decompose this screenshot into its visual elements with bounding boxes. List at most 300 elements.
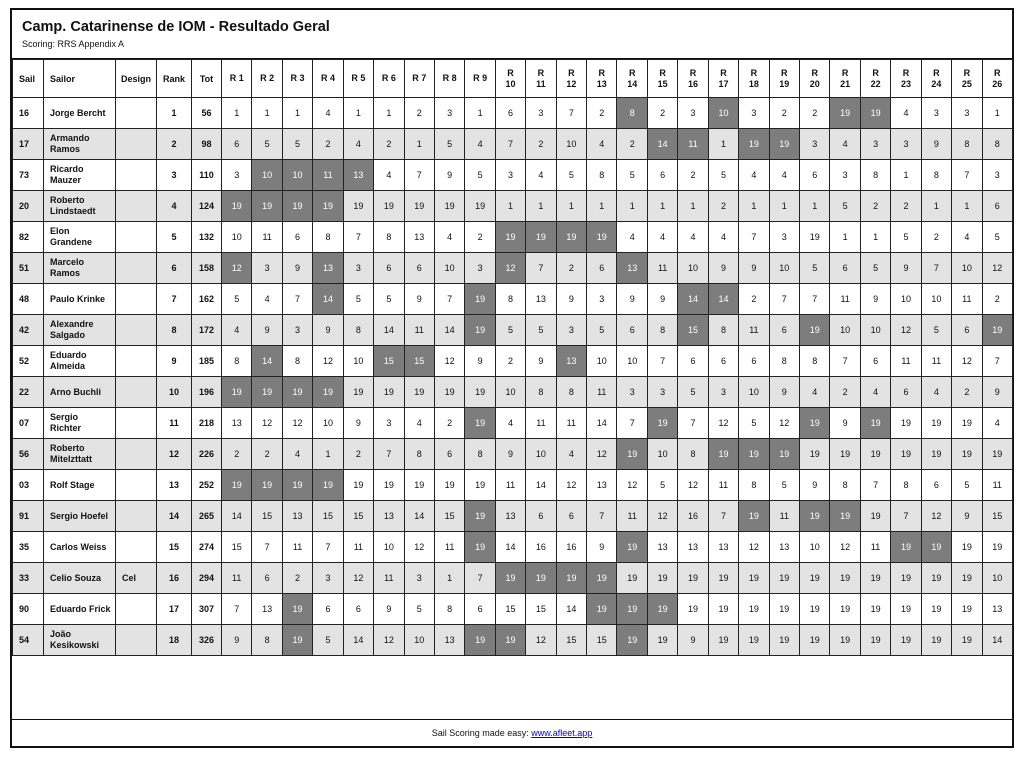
- race-score-cell: 1: [769, 191, 799, 222]
- race-score-cell: 19: [982, 532, 1012, 563]
- race-score-cell: 19: [343, 191, 373, 222]
- race-score-cell: 13: [647, 532, 677, 563]
- race-score-cell: 2: [982, 284, 1012, 315]
- race-score-cell: 15: [434, 501, 464, 532]
- race-score-cell: 9: [434, 160, 464, 191]
- col-header-race: [343, 60, 373, 98]
- race-score-cell: 12: [952, 346, 982, 377]
- race-score-cell: 4: [404, 408, 434, 439]
- footer-text: Sail Scoring made easy:: [431, 728, 532, 738]
- race-header-label: 26: [992, 78, 1003, 89]
- race-score-cell: 3: [374, 408, 404, 439]
- race-header-label: R 4: [320, 73, 335, 83]
- race-score-cell: 13: [587, 470, 617, 501]
- race-score-cell: 1: [952, 191, 982, 222]
- race-score-cell-discarded: 19: [860, 408, 890, 439]
- sail-number-cell: 42: [13, 315, 44, 346]
- rank-cell: 12: [157, 439, 192, 470]
- race-score-cell: 3: [891, 129, 921, 160]
- race-score-cell: 9: [282, 253, 312, 284]
- race-score-cell: 11: [830, 284, 860, 315]
- race-score-cell: 10: [952, 253, 982, 284]
- page-title: Camp. Catarinense de IOM - Resultado Geral: [22, 19, 330, 35]
- race-score-cell: 11: [526, 408, 556, 439]
- race-score-cell: 19: [465, 377, 495, 408]
- race-score-cell: 4: [556, 439, 586, 470]
- race-score-cell: 3: [465, 253, 495, 284]
- race-score-cell: 5: [374, 284, 404, 315]
- race-header-label: 24: [931, 78, 942, 89]
- race-score-cell: 7: [739, 222, 769, 253]
- race-score-cell-discarded: 19: [800, 315, 830, 346]
- race-score-cell: 7: [708, 501, 738, 532]
- race-score-cell: 11: [708, 470, 738, 501]
- title-box: [12, 10, 1012, 59]
- race-score-cell: 13: [678, 532, 708, 563]
- sail-number-cell: 03: [13, 470, 44, 501]
- race-score-cell: 2: [800, 98, 830, 129]
- race-score-cell: 13: [708, 532, 738, 563]
- race-score-cell: 15: [556, 625, 586, 656]
- race-score-cell-discarded: 19: [556, 222, 586, 253]
- race-score-cell: 5: [313, 625, 343, 656]
- race-score-cell: 3: [526, 98, 556, 129]
- race-score-cell: 10: [921, 284, 951, 315]
- sailor-name-line: Ricardo: [50, 164, 84, 174]
- table-row: [13, 408, 1013, 439]
- race-score-cell: 19: [952, 408, 982, 439]
- sailor-name-cell: [44, 191, 116, 222]
- race-score-cell: 9: [587, 532, 617, 563]
- race-score-cell: 6: [952, 315, 982, 346]
- race-score-cell: 7: [374, 439, 404, 470]
- race-score-cell: 8: [921, 160, 951, 191]
- race-score-cell: 19: [921, 625, 951, 656]
- race-score-cell: 13: [982, 594, 1012, 625]
- race-score-cell-discarded: 10: [252, 160, 282, 191]
- race-score-cell: 9: [830, 408, 860, 439]
- race-score-cell: 2: [252, 439, 282, 470]
- race-score-cell: 9: [313, 315, 343, 346]
- race-score-cell: 8: [282, 346, 312, 377]
- race-header-label: R: [598, 67, 606, 78]
- race-score-cell: 3: [434, 98, 464, 129]
- race-score-cell-discarded: 14: [313, 284, 343, 315]
- race-score-cell: 19: [465, 470, 495, 501]
- race-score-cell: 6: [860, 346, 890, 377]
- race-header-label: R: [750, 67, 758, 78]
- race-score-cell: 14: [982, 625, 1012, 656]
- design-cell: [116, 501, 157, 532]
- race-score-cell: 5: [222, 284, 252, 315]
- race-score-cell: 5: [617, 160, 647, 191]
- race-score-cell: 2: [434, 408, 464, 439]
- race-score-cell: 13: [404, 222, 434, 253]
- race-score-cell: 19: [860, 501, 890, 532]
- total-cell: 172: [192, 315, 222, 346]
- design-cell: [116, 594, 157, 625]
- race-score-cell: 3: [617, 377, 647, 408]
- race-header-label: R: [537, 67, 545, 78]
- rank-cell: 7: [157, 284, 192, 315]
- race-score-cell: 2: [769, 98, 799, 129]
- race-score-cell: 9: [860, 284, 890, 315]
- race-header-label: R: [628, 67, 636, 78]
- sail-number-cell: 48: [13, 284, 44, 315]
- race-score-cell: 19: [374, 191, 404, 222]
- race-score-cell: 3: [800, 129, 830, 160]
- race-score-cell: 10: [222, 222, 252, 253]
- rank-cell: 2: [157, 129, 192, 160]
- sailor-name-line: Kesikowski: [50, 640, 100, 650]
- design-cell: [116, 625, 157, 656]
- race-score-cell: 2: [556, 253, 586, 284]
- race-header-label: R: [720, 67, 727, 78]
- rank-cell: 1: [157, 98, 192, 129]
- race-header-label: R: [507, 67, 514, 78]
- race-score-cell: 1: [252, 98, 282, 129]
- race-score-cell: 7: [982, 346, 1012, 377]
- col-header-tot: Tot: [192, 60, 222, 98]
- table-row: [13, 563, 1013, 594]
- race-score-cell: 19: [952, 532, 982, 563]
- race-score-cell: 6: [495, 98, 525, 129]
- race-score-cell: 19: [647, 625, 677, 656]
- race-score-cell: 11: [404, 315, 434, 346]
- race-score-cell: 2: [282, 563, 312, 594]
- design-cell: [116, 284, 157, 315]
- race-score-cell: 10: [800, 532, 830, 563]
- race-header-label: 14: [627, 78, 638, 89]
- race-score-cell: 1: [708, 129, 738, 160]
- race-score-cell: 5: [952, 470, 982, 501]
- race-score-cell: 12: [678, 470, 708, 501]
- footer: [12, 719, 1012, 747]
- race-score-cell: 6: [708, 346, 738, 377]
- race-score-cell: 5: [343, 284, 373, 315]
- race-header-label: 23: [900, 78, 911, 89]
- race-header-label: R 6: [381, 73, 396, 83]
- race-score-cell: 19: [708, 594, 738, 625]
- race-score-cell-discarded: 10: [282, 160, 312, 191]
- race-score-cell: 19: [374, 377, 404, 408]
- design-cell: [116, 129, 157, 160]
- race-score-cell: 19: [404, 191, 434, 222]
- sailor-name-cell: [44, 439, 116, 470]
- race-score-cell: 3: [313, 563, 343, 594]
- col-header-race: [921, 60, 951, 98]
- rank-cell: 15: [157, 532, 192, 563]
- sail-number-cell: 35: [13, 532, 44, 563]
- sailor-name-line: Eduardo Frick: [50, 603, 111, 614]
- race-score-cell: 1: [982, 98, 1012, 129]
- race-score-cell: 19: [708, 625, 738, 656]
- race-score-cell-discarded: 19: [769, 439, 799, 470]
- race-score-cell: 2: [678, 160, 708, 191]
- race-score-cell: 8: [860, 160, 890, 191]
- rank-cell: 16: [157, 563, 192, 594]
- race-score-cell: 2: [465, 222, 495, 253]
- race-score-cell: 1: [434, 563, 464, 594]
- race-score-cell-discarded: 19: [495, 563, 525, 594]
- rank-cell: 14: [157, 501, 192, 532]
- race-score-cell: 19: [678, 594, 708, 625]
- scoring-subtitle: Scoring: RRS Appendix A: [22, 39, 125, 49]
- race-score-cell: 3: [282, 315, 312, 346]
- race-score-cell: 12: [556, 470, 586, 501]
- race-score-cell: 9: [343, 408, 373, 439]
- afleet-link[interactable]: www.afleet.app: [531, 728, 593, 738]
- race-score-cell: 2: [647, 98, 677, 129]
- race-score-cell: 19: [739, 625, 769, 656]
- race-score-cell: 14: [434, 315, 464, 346]
- race-score-cell: 4: [374, 160, 404, 191]
- table-row: [13, 222, 1013, 253]
- race-score-cell: 5: [434, 129, 464, 160]
- sailor-name-line: Arno Buchli: [50, 386, 101, 397]
- race-score-cell-discarded: 19: [495, 222, 525, 253]
- race-score-cell: 6: [982, 191, 1012, 222]
- total-cell: 326: [192, 625, 222, 656]
- race-score-cell: 2: [343, 439, 373, 470]
- race-score-cell: 8: [982, 129, 1012, 160]
- race-score-cell: 5: [526, 315, 556, 346]
- race-score-cell: 15: [252, 501, 282, 532]
- race-score-cell: 1: [647, 191, 677, 222]
- design-cell: [116, 253, 157, 284]
- race-score-cell: 9: [222, 625, 252, 656]
- race-score-cell: 13: [526, 284, 556, 315]
- race-score-cell: 19: [739, 563, 769, 594]
- race-score-cell: 16: [556, 532, 586, 563]
- race-score-cell: 3: [222, 160, 252, 191]
- sail-number-cell: 07: [13, 408, 44, 439]
- race-score-cell: 5: [678, 377, 708, 408]
- race-score-cell: 19: [921, 439, 951, 470]
- race-header-label: R: [781, 67, 788, 78]
- race-score-cell: 7: [921, 253, 951, 284]
- race-score-cell: 19: [404, 470, 434, 501]
- race-score-cell: 14: [374, 315, 404, 346]
- total-cell: 185: [192, 346, 222, 377]
- race-score-cell-discarded: 19: [465, 315, 495, 346]
- race-score-cell-discarded: 14: [647, 129, 677, 160]
- race-score-cell: 2: [313, 129, 343, 160]
- race-score-cell: 19: [830, 594, 860, 625]
- race-score-cell: 10: [313, 408, 343, 439]
- race-score-cell: 4: [800, 377, 830, 408]
- race-score-cell-discarded: 19: [830, 98, 860, 129]
- race-score-cell: 19: [343, 470, 373, 501]
- race-score-cell-discarded: 11: [678, 129, 708, 160]
- race-score-cell: 8: [769, 346, 799, 377]
- race-score-cell: 8: [374, 222, 404, 253]
- race-score-cell: 6: [374, 253, 404, 284]
- race-score-cell: 12: [739, 532, 769, 563]
- race-score-cell: 12: [374, 625, 404, 656]
- table-row: [13, 439, 1013, 470]
- sail-number-cell: 54: [13, 625, 44, 656]
- sailor-name-cell: [44, 315, 116, 346]
- race-score-cell: 2: [860, 191, 890, 222]
- rank-cell: 17: [157, 594, 192, 625]
- sailor-name-line: Lindstaedt: [50, 206, 96, 216]
- race-score-cell: 5: [556, 160, 586, 191]
- total-cell: 132: [192, 222, 222, 253]
- race-score-cell-discarded: 19: [739, 439, 769, 470]
- race-score-cell: 4: [830, 129, 860, 160]
- race-header-label: 22: [870, 78, 881, 89]
- race-score-cell: 4: [282, 439, 312, 470]
- sailor-name-line: Salgado: [50, 330, 86, 340]
- race-score-cell: 11: [556, 408, 586, 439]
- race-score-cell-discarded: 19: [313, 470, 343, 501]
- race-score-cell: 11: [587, 377, 617, 408]
- race-score-cell-discarded: 19: [769, 129, 799, 160]
- race-score-cell: 19: [343, 377, 373, 408]
- col-header-race: [678, 60, 708, 98]
- race-score-cell: 6: [800, 160, 830, 191]
- race-score-cell: 10: [830, 315, 860, 346]
- race-score-cell: 12: [434, 346, 464, 377]
- race-score-cell: 7: [617, 408, 647, 439]
- col-header-sail: Sail: [13, 60, 44, 98]
- race-score-cell: 12: [708, 408, 738, 439]
- race-score-cell: 19: [952, 439, 982, 470]
- race-score-cell: 7: [465, 563, 495, 594]
- race-score-cell: 6: [343, 594, 373, 625]
- race-score-cell-discarded: 10: [708, 98, 738, 129]
- sailor-name-line: Ramos: [50, 268, 81, 278]
- race-score-cell: 14: [526, 470, 556, 501]
- sail-number-cell: 20: [13, 191, 44, 222]
- race-score-cell: 12: [891, 315, 921, 346]
- race-score-cell: 19: [800, 439, 830, 470]
- race-header-label: R 5: [351, 73, 366, 83]
- race-score-cell-discarded: 19: [921, 532, 951, 563]
- race-score-cell: 3: [952, 98, 982, 129]
- race-header-label: R: [902, 67, 910, 78]
- sailor-name-line: Alexandre: [50, 319, 94, 329]
- race-score-cell: 11: [434, 532, 464, 563]
- race-header-label: R 8: [442, 73, 457, 83]
- race-score-cell: 11: [222, 563, 252, 594]
- race-score-cell: 5: [495, 315, 525, 346]
- race-score-cell-discarded: 19: [708, 439, 738, 470]
- race-score-cell: 11: [769, 501, 799, 532]
- race-score-cell-discarded: 19: [465, 284, 495, 315]
- col-header-sailor: Sailor: [44, 60, 116, 98]
- race-score-cell-discarded: 15: [678, 315, 708, 346]
- total-cell: 294: [192, 563, 222, 594]
- race-score-cell: 13: [252, 594, 282, 625]
- race-score-cell-discarded: 19: [617, 439, 647, 470]
- race-score-cell-discarded: 13: [313, 253, 343, 284]
- race-score-cell: 8: [739, 470, 769, 501]
- race-score-cell: 2: [921, 222, 951, 253]
- race-score-cell: 19: [952, 625, 982, 656]
- race-score-cell: 9: [526, 346, 556, 377]
- race-score-cell-discarded: 19: [739, 129, 769, 160]
- race-score-cell: 8: [465, 439, 495, 470]
- sail-number-cell: 82: [13, 222, 44, 253]
- race-score-cell: 6: [617, 315, 647, 346]
- race-score-cell: 7: [830, 346, 860, 377]
- race-score-cell: 4: [708, 222, 738, 253]
- sailor-name-cell: [44, 253, 116, 284]
- sailor-name-line: Carlos Weiss: [50, 541, 107, 552]
- sailor-name-line: Sergio: [50, 412, 79, 422]
- col-header-design: Design: [116, 60, 157, 98]
- race-score-cell: 6: [313, 594, 343, 625]
- race-score-cell: 6: [222, 129, 252, 160]
- sailor-name-line: Rolf Stage: [50, 479, 95, 490]
- race-score-cell-discarded: 19: [526, 222, 556, 253]
- race-score-cell: 7: [769, 284, 799, 315]
- race-score-cell: 8: [556, 377, 586, 408]
- race-score-cell-discarded: 19: [465, 408, 495, 439]
- race-score-cell: 13: [434, 625, 464, 656]
- col-header-race: [860, 60, 890, 98]
- race-score-cell: 19: [921, 594, 951, 625]
- race-score-cell: 7: [282, 284, 312, 315]
- race-score-cell: 6: [556, 501, 586, 532]
- col-header-race: [587, 60, 617, 98]
- race-score-cell: 3: [921, 98, 951, 129]
- race-score-cell: 4: [465, 129, 495, 160]
- race-score-cell: 1: [921, 191, 951, 222]
- race-score-cell: 19: [769, 594, 799, 625]
- col-header-rank: Rank: [157, 60, 192, 98]
- race-score-cell: 2: [587, 98, 617, 129]
- race-score-cell: 19: [739, 594, 769, 625]
- sailor-name-cell: [44, 532, 116, 563]
- sail-number-cell: 52: [13, 346, 44, 377]
- race-score-cell: 7: [222, 594, 252, 625]
- table-row: [13, 377, 1013, 408]
- race-score-cell: 4: [343, 129, 373, 160]
- race-score-cell: 5: [282, 129, 312, 160]
- race-score-cell: 7: [891, 501, 921, 532]
- race-score-cell: 2: [526, 129, 556, 160]
- race-score-cell: 15: [343, 501, 373, 532]
- race-score-cell: 5: [860, 253, 890, 284]
- race-score-cell: 2: [952, 377, 982, 408]
- race-score-cell: 3: [252, 253, 282, 284]
- race-score-cell: 19: [952, 594, 982, 625]
- col-header-race: [556, 60, 586, 98]
- race-score-cell: 7: [556, 98, 586, 129]
- race-score-cell: 4: [921, 377, 951, 408]
- race-score-cell: 19: [830, 625, 860, 656]
- table-row: [13, 129, 1013, 160]
- race-score-cell-discarded: 13: [556, 346, 586, 377]
- race-score-cell: 19: [800, 563, 830, 594]
- race-score-cell: 19: [860, 625, 890, 656]
- race-score-cell-discarded: 19: [800, 501, 830, 532]
- race-score-cell-discarded: 19: [647, 408, 677, 439]
- race-score-cell: 4: [222, 315, 252, 346]
- race-score-cell: 2: [830, 377, 860, 408]
- sailor-name-line: Grandene: [50, 237, 93, 247]
- race-header-label: 10: [505, 78, 516, 89]
- race-score-cell: 14: [404, 501, 434, 532]
- race-score-cell: 1: [465, 98, 495, 129]
- race-score-cell: 12: [526, 625, 556, 656]
- sail-number-cell: 16: [13, 98, 44, 129]
- table-row: [13, 98, 1013, 129]
- race-score-cell-discarded: 19: [556, 563, 586, 594]
